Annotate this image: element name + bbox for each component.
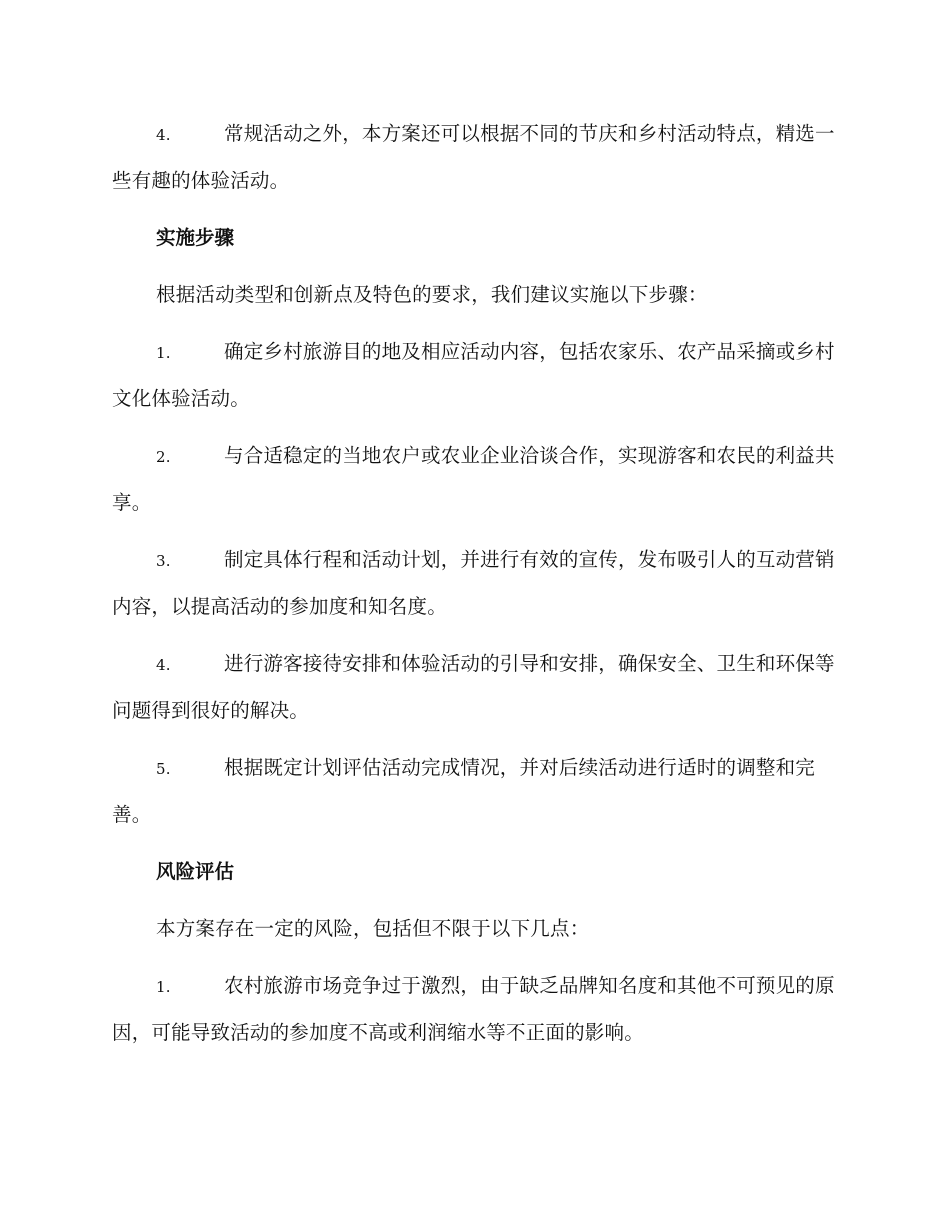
list-item-number: 5.: [156, 760, 171, 778]
list-item-text: 根据既定计划评估活动完成情况，并对后续活动进行适时的调整和完善。: [112, 756, 816, 826]
list-item: [112, 111, 837, 203]
document-body: [112, 111, 837, 1067]
list-item-number: 1.: [156, 978, 171, 996]
list-item-text: 确定乡村旅游目的地及相应活动内容，包括农家乐、农产品采摘或乡村文化体验活动。: [112, 340, 835, 410]
list-item-number: 4.: [156, 126, 171, 144]
list-item: [112, 537, 837, 629]
list-item-text: 制定具体行程和活动计划，并进行有效的宣传，发布吸引人的互动营销内容，以提高活动的参加度和知名度。: [112, 548, 835, 618]
list-item: [112, 329, 837, 421]
list-item-number: 2.: [156, 448, 171, 466]
list-item-number: 1.: [156, 344, 171, 362]
list-item-text: 进行游客接待安排和体验活动的引导和安排，确保安全、卫生和环保等问题得到很好的解决。: [112, 652, 835, 722]
section-heading-implementation: 实施步骤: [156, 226, 235, 249]
list-item-number: 3.: [156, 552, 171, 570]
list-item-number: 4.: [156, 656, 171, 674]
list-item-text: 农村旅游市场竞争过于激烈，由于缺乏品牌知名度和其他不可预见的原因，可能导致活动的参加度不高或利润缩水等不正面的影响。: [112, 974, 835, 1044]
list-item-text: 常规活动之外，本方案还可以根据不同的节庆和乡村活动特点，精选一些有趣的体验活动。: [112, 122, 835, 192]
list-item: [112, 433, 837, 525]
list-item: [112, 745, 837, 837]
risk-intro: 本方案存在一定的风险，包括但不限于以下几点：: [156, 917, 590, 940]
implementation-intro: 根据活动类型和创新点及特色的要求，我们建议实施以下步骤：: [156, 283, 708, 306]
list-item: [112, 963, 837, 1055]
section-heading-risk: 风险评估: [156, 860, 235, 883]
list-item: [112, 641, 837, 733]
list-item-text: 与合适稳定的当地农户或农业企业洽谈合作，实现游客和农民的利益共享。: [112, 444, 835, 514]
